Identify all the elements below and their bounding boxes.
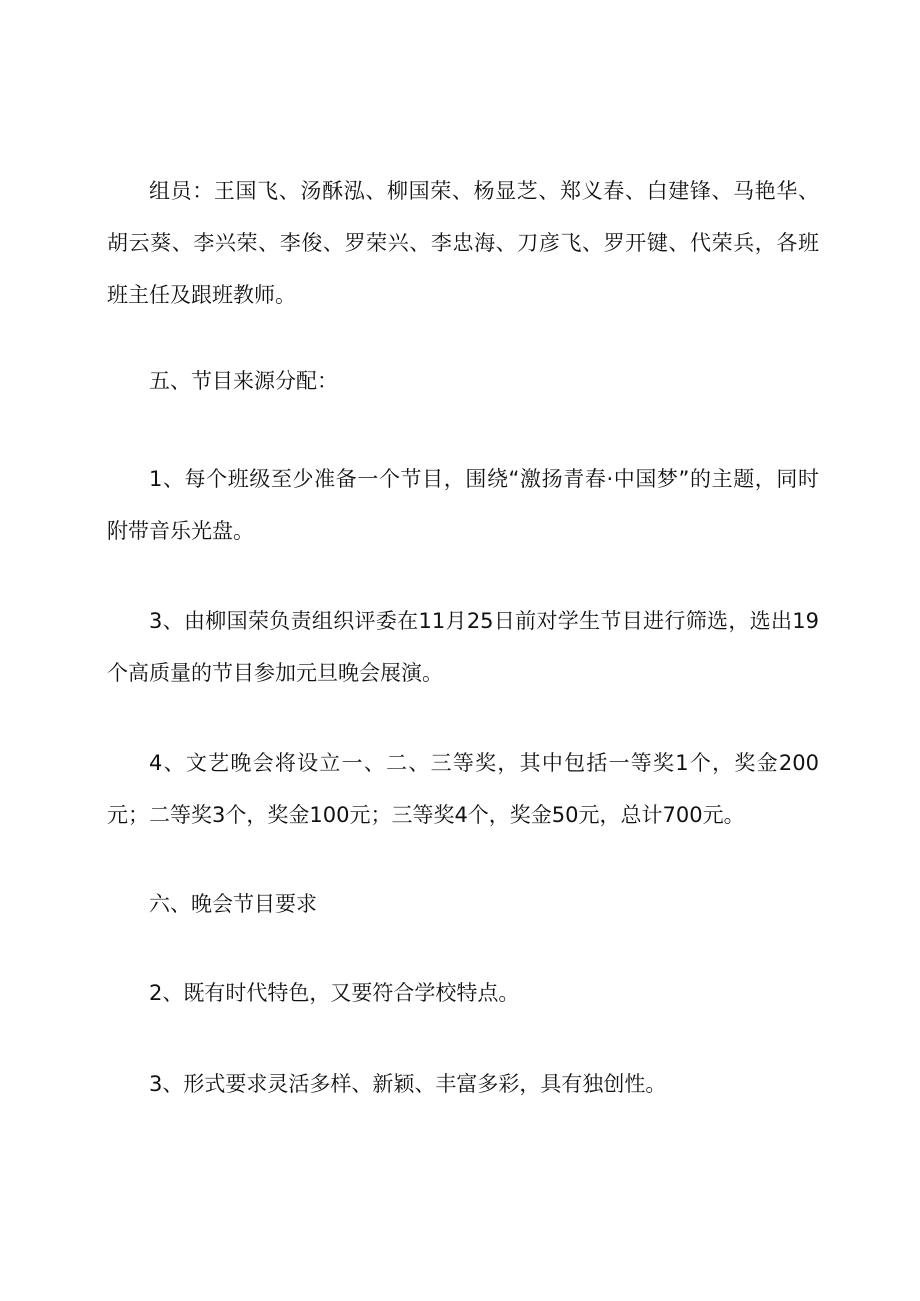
section-heading-program-requirements: 六、晚会节目要求 [149, 892, 317, 916]
requirement-paragraph-3: 3、形式要求灵活多样、新颖、丰富多彩，具有独创性。 [149, 1072, 667, 1096]
requirement-paragraph-2: 2、既有时代特色，又要符合学校特点。 [149, 981, 520, 1005]
section-heading-program-source: 五、节目来源分配： [149, 369, 338, 393]
item-paragraph-4: 4、文艺晚会将设立一、二、三等奖，其中包括一等奖1个，奖金200元；二等奖3个，奖金100元；三等奖4个，奖金50元，总计700元。 [107, 751, 819, 827]
item-paragraph-1: 1、每个班级至少准备一个节目，围绕“激扬青春·中国梦”的主题，同时附带音乐光盘。 [107, 467, 819, 543]
item-paragraph-3: 3、由柳国荣负责组织评委在11月25日前对学生节目进行筛选，选出19个高质量的节目参加元旦晚会展演。 [107, 609, 819, 685]
members-paragraph: 组员：王国飞、汤酥泓、柳国荣、杨显芝、郑义春、白建锋、马艳华、胡云葵、李兴荣、李俊、罗荣兴、李忠海、刀彦飞、罗开键、代荣兵，各班班主任及跟班教师。 [107, 179, 819, 307]
